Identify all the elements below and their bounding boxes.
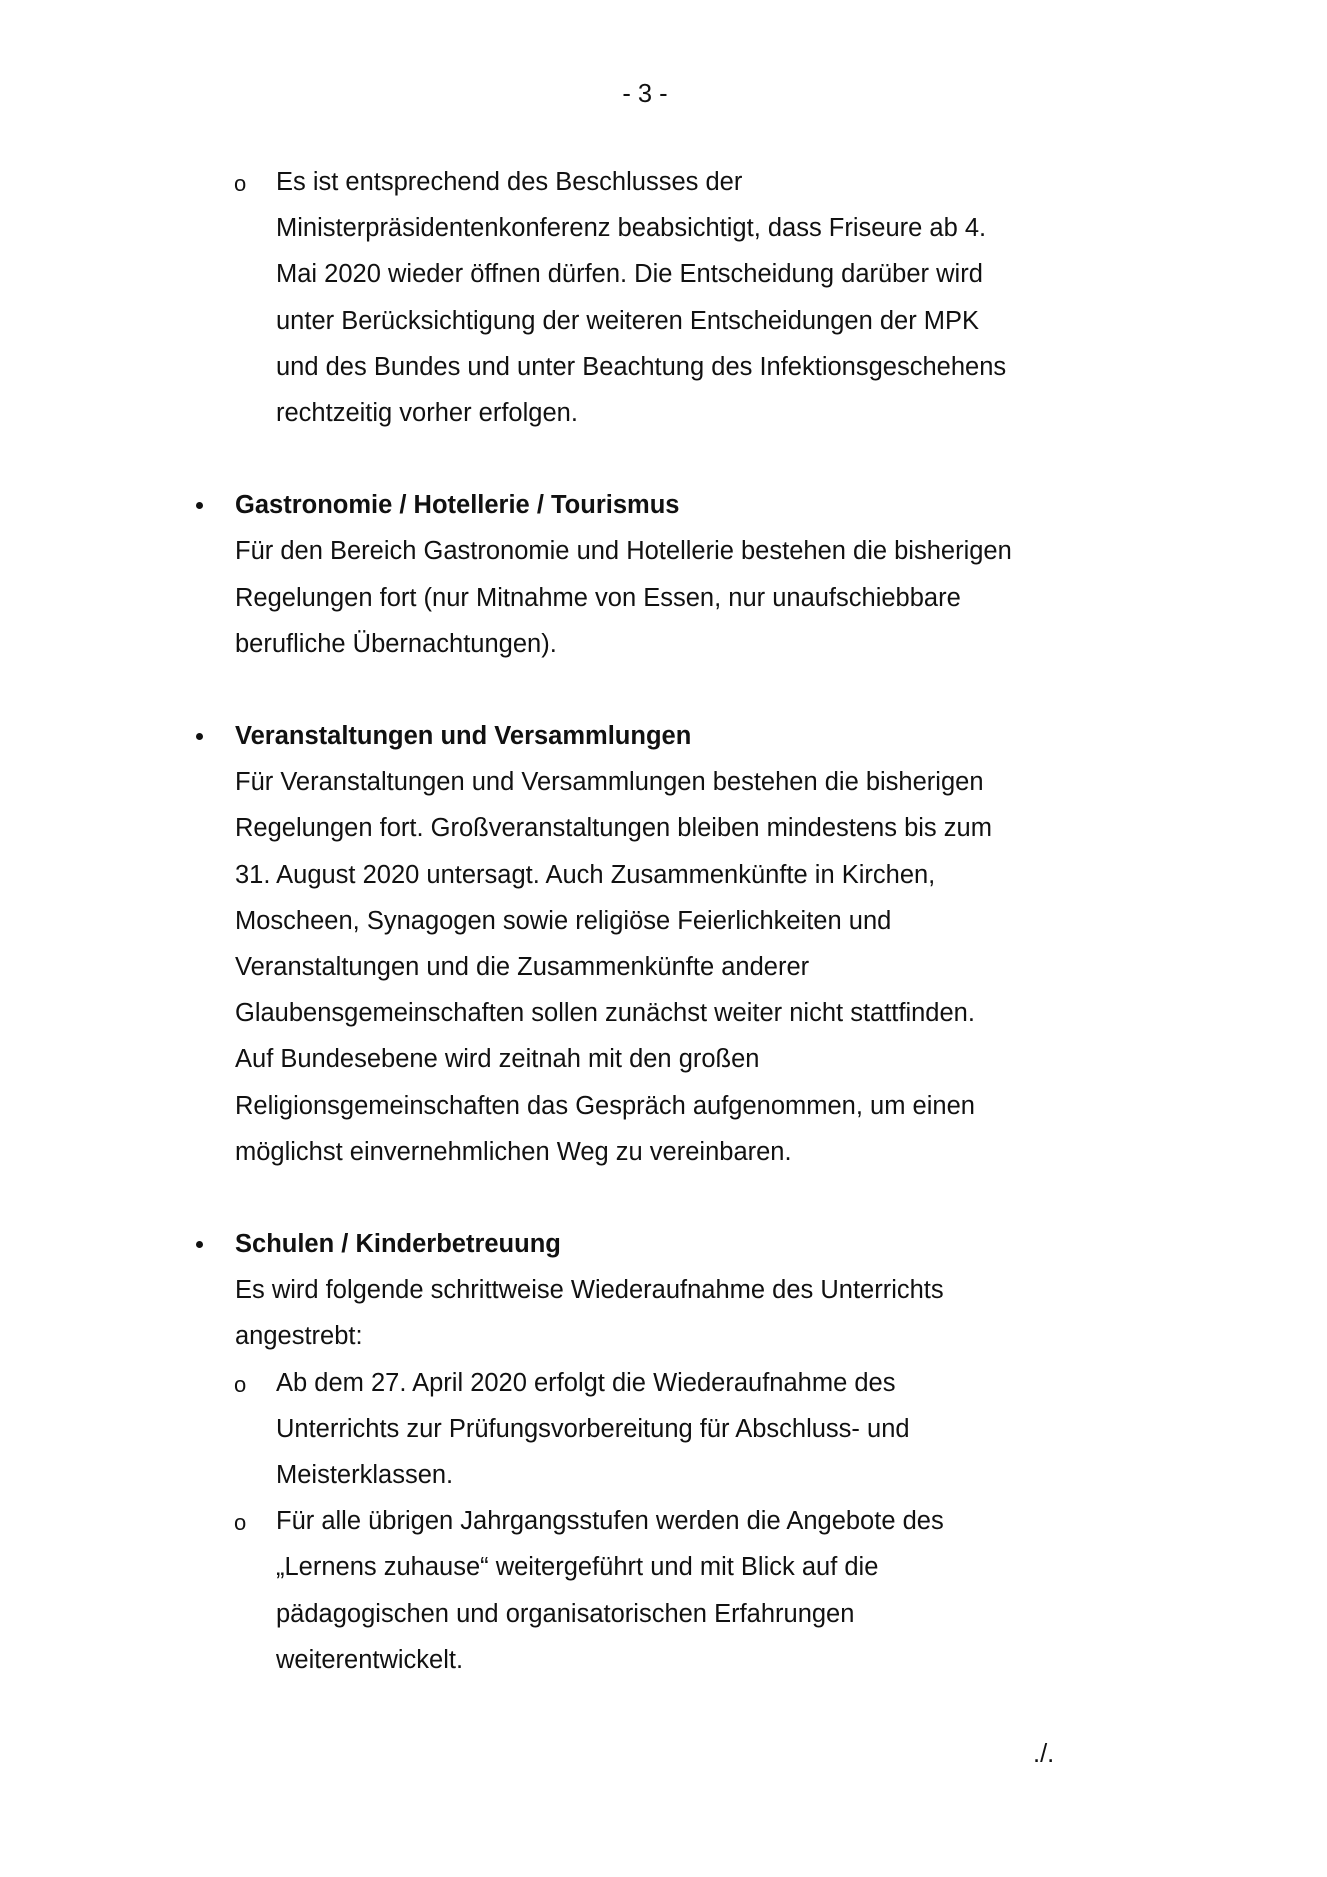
sub-item-text-line: und des Bundes und unter Beachtung des Infektionsgeschehens xyxy=(276,352,1007,381)
sub-item-text-line: Meisterklassen. xyxy=(276,1461,454,1489)
sub-item-text-line: Unterrichts zur Prüfungsvorbereitung für Abschluss- und xyxy=(276,1414,910,1443)
sub-item-text-line: Ab dem 27. April 2020 erfolgt die Wiederaufnahme des xyxy=(276,1368,896,1397)
circle-bullet-icon: o xyxy=(234,1371,247,1397)
circle-bullet-icon: o xyxy=(234,1510,247,1536)
section-text-line: möglichst einvernehmlichen Weg zu vereinbaren. xyxy=(235,1137,792,1166)
sub-item-text-line: weiterentwickelt. xyxy=(276,1645,464,1674)
sub-item-text-line: unter Berücksichtigung der weiteren Entscheidungen der MPK xyxy=(276,306,980,335)
section-text-line: Regelungen fort (nur Mitnahme von Essen, nur unaufschiebbare xyxy=(235,583,961,612)
section-heading: Schulen / Kinderbetreuung xyxy=(235,1230,561,1258)
continuation-mark: ./. xyxy=(1033,1740,1055,1768)
sub-item-text-line: pädagogischen und organisatorischen Erfahrungen xyxy=(276,1599,855,1628)
bullet-icon xyxy=(193,729,207,743)
sub-item-text-line: rechtzeitig vorher erfolgen. xyxy=(276,399,578,427)
section-text-line: Auf Bundesebene wird zeitnah mit den großen xyxy=(235,1045,760,1074)
section-text-line: Es wird folgende schrittweise Wiederaufnahme des Unterrichts xyxy=(235,1276,944,1305)
sub-item-text-line: Es ist entsprechend des Beschlusses der xyxy=(276,168,743,196)
circle-bullet-icon: o xyxy=(234,171,247,196)
sub-item-text-line: Ministerpräsidentenkonferenz beabsichtigt, dass Friseure ab 4. xyxy=(276,214,987,243)
section-text-line: Veranstaltungen und die Zusammenkünfte anderer xyxy=(235,953,810,981)
sub-item-text-line: Für alle übrigen Jahrgangsstufen werden die Angebote des xyxy=(276,1507,944,1536)
section-text-line: berufliche Übernachtungen). xyxy=(235,629,557,658)
section-heading: Gastronomie / Hotellerie / Tourismus xyxy=(235,491,680,520)
section-text-line: Regelungen fort. Großveranstaltungen bleiben mindestens bis zum xyxy=(235,814,992,843)
bullet-icon xyxy=(193,498,207,512)
section-text-line: Religionsgemeinschaften das Gespräch aufgenommen, um einen xyxy=(235,1091,975,1120)
section-text-line: 31. August 2020 untersagt. Auch Zusammenkünfte in Kirchen, xyxy=(235,860,936,889)
sub-item-text-line: „Lernens zuhause“ weitergeführt und mit Blick auf die xyxy=(276,1553,879,1582)
section-text-line: Glaubensgemeinschaften sollen zunächst weiter nicht stattfinden. xyxy=(235,999,975,1028)
section-text-line: Für Veranstaltungen und Versammlungen bestehen die bisherigen xyxy=(235,768,984,797)
page-number: - 3 - xyxy=(622,80,668,108)
bullet-icon xyxy=(193,1237,207,1251)
section-text-line: Moscheen, Synagogen sowie religiöse Feierlichkeiten und xyxy=(235,906,892,935)
section-text-line: Für den Bereich Gastronomie und Hotellerie bestehen die bisherigen xyxy=(235,537,1012,566)
section-text-line: angestrebt: xyxy=(235,1322,363,1351)
section-heading: Veranstaltungen und Versammlungen xyxy=(235,722,692,750)
sub-item-text-line: Mai 2020 wieder öffnen dürfen. Die Entscheidung darüber wird xyxy=(276,260,983,289)
